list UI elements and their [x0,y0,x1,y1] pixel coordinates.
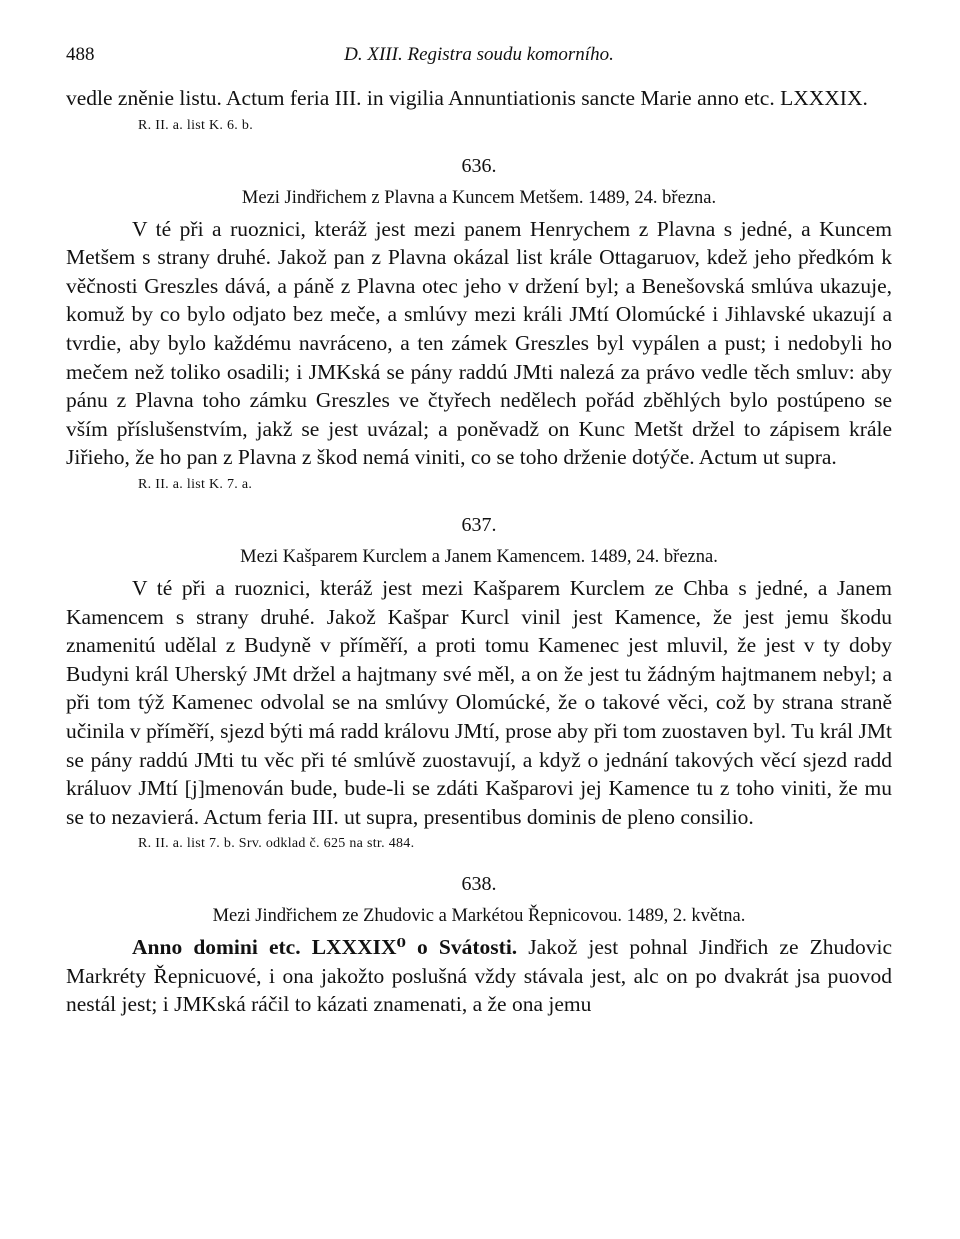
entry-636 [66,153,892,496]
entry-lead-bold: Anno domini etc. LXXXIX⁰ o Svátosti. [132,935,518,960]
entry-heading: Mezi Jindřichem z Plavna a Kuncem Metšem. 1489, 24. března. [241,187,717,208]
continuation-paragraph: vedle zněnie listu. Actum feria III. in vigilia Annuntiationis sancte Marie anno etc. LXXXIX. [66,86,868,110]
entry-heading: Mezi Jindřichem ze Zhudovic a Markétou Řepnicovou. 1489, 2. května. [212,906,746,927]
entry-638 [66,871,892,1019]
source-reference: R. II. a. list 7. b. Srv. odklad č. 625 na str. 484. [138,836,415,852]
source-reference: R. II. a. list K. 7. a. [138,476,253,492]
entry-paragraph [66,933,892,1019]
entry-number: 638. [461,873,497,896]
entry-number: 636. [461,154,497,177]
source-reference: R. II. a. list K. 6. b. [138,117,254,133]
entry-paragraph-text: Jakož jest pohnal Jindřich ze Zhudovic Markréty Řepnicuové, i ona jakožto poslušná vždy stávala jest, alc on po dvakrát jsa puovod nestál jest; i JMKská ráčil to kázati znamenati, a že ona jemu [66,935,893,1017]
running-title: D. XIII. Registra soudu komorního. [344,44,614,65]
page-number: 488 [66,44,95,65]
entry-heading: Mezi Kašparem Kurclem a Janem Kamencem. 1489, 24. března. [240,546,718,567]
running-header [66,44,892,74]
entry-paragraph: V té při a ruoznici, kteráž jest mezi Kašparem Kurclem ze Chba s jedné, a Janem Kamencem s strany druhé. Jakož Kašpar Kurcl vinil jest Kamence, že jest jemu škodu znamenitú udělal z Budyně v příměří, a proti tomu Kamenec jest mluvil, že jest v ty doby Budyni král Uherský JMt držel a hajtmany své měl, a on že jest tu žádným hajtmanem nebyl; a při tom týž Kamenec odvolal se na smlúvy Olomúcké, že o takové věci, což by strana straně učinila v příměří, sjezd býti má radd královu JMtí, prose aby při tom zuostaven byl. Tu král JMt se pány raddú JMti tu věc při té smlúvě zuostavují, a když o jednání takových věcí sjezd radd králuov JMtí [j]menován bude, bude-li se zdáti Kašparovi jej Kamence tu z toho viniti, že mu se to nezavierá. Actum feria III. ut supra, presentibus dominis de pleno consilio. [66,575,892,829]
entry-637 [66,512,892,855]
document-page [66,44,892,1019]
entry-number: 637. [461,513,497,536]
entry-paragraph: V té při a ruoznici, kteráž jest mezi panem Henrychem z Plavna s jedné, a Kuncem Metšem s strany druhé. Jakož pan z Plavna okázal list krále Ottagaruov, kdež jeho předkóm k věčnosti Greszles dává, a páně z Plavna otec jeho v držení byl; a Benešovská smlúva ukazuje, komuž by co bylo odjato bez meče, a smlúvy mezi králi JMtí Olomúcké i Jihlavské ukazují a tvrdie, aby bylo každému navráceno, a ten zámek Greszles byl vypálen a pust; i nedobyli ho mečem než toliko osadili; i JMKská se pány raddú JMti nalezá za právo vedle těch smluv: aby pánu z Plavna toho zámku Greszles ve čtyřech nedělech pořád zběhlých bylo postúpeno se vším příslušenstvím, jakž se jest uvázal; a poněvadž on Kunc Metšt držel to zápisem krále Jiřieho, že ho pan z Plavna z škod nemá viniti, co se toho drženie dotýče. Actum ut supra. [66,216,892,470]
